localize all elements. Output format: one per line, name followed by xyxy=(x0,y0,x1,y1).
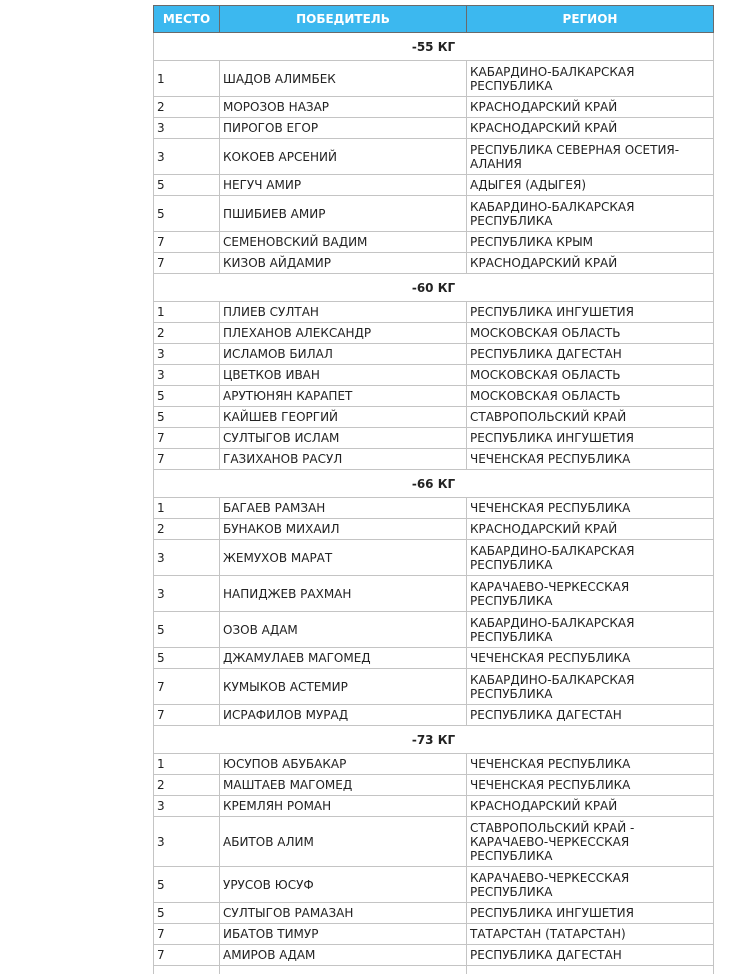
region-cell: КАБАРДИНО-БАЛКАРСКАЯ РЕСПУБЛИКА xyxy=(467,61,714,97)
table-row xyxy=(154,924,714,945)
table-row xyxy=(154,386,714,407)
weight-category-title: -66 КГ xyxy=(154,470,714,498)
region-cell: МОСКОВСКАЯ ОБЛАСТЬ xyxy=(467,365,714,386)
header-region: РЕГИОН xyxy=(467,6,714,33)
table-row xyxy=(154,61,714,97)
winner-cell: АМИРОВ АДАМ xyxy=(220,945,467,966)
place-cell: 1 xyxy=(154,61,220,97)
region-cell: ЧЕЧЕНСКАЯ РЕСПУБЛИКА xyxy=(467,775,714,796)
winner-cell: ОЗОВ АДАМ xyxy=(220,612,467,648)
place-cell: 2 xyxy=(154,97,220,118)
region-cell: КРАСНОДАРСКИЙ КРАЙ xyxy=(467,97,714,118)
region-cell: РЕСПУБЛИКА ДАГЕСТАН xyxy=(467,344,714,365)
region-cell: КРАСНОДАРСКИЙ КРАЙ xyxy=(467,118,714,139)
region-cell: ЧЕЧЕНСКАЯ РЕСПУБЛИКА xyxy=(467,449,714,470)
place-cell: 5 xyxy=(154,867,220,903)
winner-cell: СЕМЕНОВСКИЙ ВАДИМ xyxy=(220,232,467,253)
place-cell: 5 xyxy=(154,175,220,196)
winner-cell: КУМЫКОВ АСТЕМИР xyxy=(220,669,467,705)
table-row xyxy=(154,344,714,365)
winner-cell: СУЛТЫГОВ ИСЛАМ xyxy=(220,428,467,449)
table-row xyxy=(154,669,714,705)
winner-cell: ПШИБИЕВ АМИР xyxy=(220,196,467,232)
place-cell: 7 xyxy=(154,428,220,449)
region-cell: ЧЕЧЕНСКАЯ РЕСПУБЛИКА xyxy=(467,754,714,775)
region-cell: СТАВРОПОЛЬСКИЙ КРАЙ xyxy=(467,407,714,428)
table-row xyxy=(154,867,714,903)
region-cell: КРАСНОДАРСКИЙ КРАЙ xyxy=(467,796,714,817)
place-cell: 1 xyxy=(154,498,220,519)
winner-cell: ИБАТОВ ТИМУР xyxy=(220,924,467,945)
table-body xyxy=(154,33,714,975)
region-cell: РЕСПУБЛИКА ИНГУШЕТИЯ xyxy=(467,302,714,323)
winner-cell: УРУСОВ ЮСУФ xyxy=(220,867,467,903)
table-row-partial xyxy=(154,966,714,975)
table-row xyxy=(154,449,714,470)
place-cell: 5 xyxy=(154,407,220,428)
winner-cell: КРЕМЛЯН РОМАН xyxy=(220,796,467,817)
weight-category-title: -73 КГ xyxy=(154,726,714,754)
winner-cell: МОРОЗОВ НАЗАР xyxy=(220,97,467,118)
place-cell: 1 xyxy=(154,302,220,323)
winner-cell: АРУТЮНЯН КАРАПЕТ xyxy=(220,386,467,407)
region-cell: КАРАЧАЕВО-ЧЕРКЕССКАЯ РЕСПУБЛИКА xyxy=(467,576,714,612)
table-row xyxy=(154,232,714,253)
place-cell: 7 xyxy=(154,705,220,726)
place-cell: 3 xyxy=(154,540,220,576)
place-cell: 2 xyxy=(154,519,220,540)
place-cell: 7 xyxy=(154,253,220,274)
region-cell: КАБАРДИНО-БАЛКАРСКАЯ РЕСПУБЛИКА xyxy=(467,196,714,232)
winner-cell: ГАЗИХАНОВ РАСУЛ xyxy=(220,449,467,470)
winner-cell: ЮСУПОВ АБУБАКАР xyxy=(220,754,467,775)
table-row xyxy=(154,498,714,519)
header-winner: ПОБЕДИТЕЛЬ xyxy=(220,6,467,33)
weight-category-title: -55 КГ xyxy=(154,33,714,61)
table-row xyxy=(154,196,714,232)
header-place: МЕСТО xyxy=(154,6,220,33)
weight-category-row xyxy=(154,726,714,754)
results-table xyxy=(153,5,714,974)
place-cell: 3 xyxy=(154,139,220,175)
region-cell: КРАСНОДАРСКИЙ КРАЙ xyxy=(467,253,714,274)
weight-category-row xyxy=(154,33,714,61)
table-row xyxy=(154,253,714,274)
winner-cell: НАПИДЖЕВ РАХМАН xyxy=(220,576,467,612)
winner-cell: ЦВЕТКОВ ИВАН xyxy=(220,365,467,386)
place-cell: 5 xyxy=(154,903,220,924)
region-cell: ТАТАРСТАН (ТАТАРСТАН) xyxy=(467,924,714,945)
region-cell: КРАСНОДАРСКИЙ КРАЙ xyxy=(467,519,714,540)
table-row xyxy=(154,175,714,196)
place-cell: 7 xyxy=(154,669,220,705)
table-row xyxy=(154,705,714,726)
place-cell: 5 xyxy=(154,648,220,669)
table-row xyxy=(154,118,714,139)
region-cell: РЕСПУБЛИКА ИНГУШЕТИЯ xyxy=(467,903,714,924)
table-row xyxy=(154,903,714,924)
region-cell: МОСКОВСКАЯ ОБЛАСТЬ xyxy=(467,323,714,344)
place-cell: 1 xyxy=(154,754,220,775)
winner-cell: МАШТАЕВ МАГОМЕД xyxy=(220,775,467,796)
place-cell: 5 xyxy=(154,386,220,407)
region-cell: РЕСПУБЛИКА ДАГЕСТАН xyxy=(467,945,714,966)
table-row xyxy=(154,612,714,648)
table-row xyxy=(154,365,714,386)
empty-cell xyxy=(154,966,220,975)
winner-cell: БУНАКОВ МИХАИЛ xyxy=(220,519,467,540)
region-cell: КАБАРДИНО-БАЛКАРСКАЯ РЕСПУБЛИКА xyxy=(467,540,714,576)
table-row xyxy=(154,428,714,449)
place-cell: 5 xyxy=(154,612,220,648)
place-cell: 7 xyxy=(154,945,220,966)
region-cell: РЕСПУБЛИКА СЕВЕРНАЯ ОСЕТИЯ-АЛАНИЯ xyxy=(467,139,714,175)
table-row xyxy=(154,945,714,966)
winner-cell: НЕГУЧ АМИР xyxy=(220,175,467,196)
table-row xyxy=(154,796,714,817)
place-cell: 5 xyxy=(154,196,220,232)
weight-category-row xyxy=(154,274,714,302)
winner-cell: ЖЕМУХОВ МАРАТ xyxy=(220,540,467,576)
region-cell: КАБАРДИНО-БАЛКАРСКАЯ РЕСПУБЛИКА xyxy=(467,612,714,648)
place-cell: 3 xyxy=(154,817,220,867)
region-cell: РЕСПУБЛИКА ДАГЕСТАН xyxy=(467,705,714,726)
winner-cell: СУЛТЫГОВ РАМАЗАН xyxy=(220,903,467,924)
table-row xyxy=(154,648,714,669)
region-cell: АДЫГЕЯ (АДЫГЕЯ) xyxy=(467,175,714,196)
table-row xyxy=(154,302,714,323)
winner-cell: ПЛЕХАНОВ АЛЕКСАНДР xyxy=(220,323,467,344)
table-row xyxy=(154,754,714,775)
place-cell: 3 xyxy=(154,796,220,817)
winner-cell: ПЛИЕВ СУЛТАН xyxy=(220,302,467,323)
table-row xyxy=(154,817,714,867)
region-cell: СТАВРОПОЛЬСКИЙ КРАЙ - КАРАЧАЕВО-ЧЕРКЕССКАЯ РЕСПУБЛИКА xyxy=(467,817,714,867)
place-cell: 2 xyxy=(154,775,220,796)
table-header xyxy=(154,6,714,33)
place-cell: 3 xyxy=(154,118,220,139)
table-row xyxy=(154,775,714,796)
table-row xyxy=(154,540,714,576)
place-cell: 3 xyxy=(154,365,220,386)
table-row xyxy=(154,519,714,540)
place-cell: 2 xyxy=(154,323,220,344)
winner-cell: ШАДОВ АЛИМБЕК xyxy=(220,61,467,97)
region-cell: ЧЕЧЕНСКАЯ РЕСПУБЛИКА xyxy=(467,648,714,669)
weight-category-row xyxy=(154,470,714,498)
weight-category-title: -60 КГ xyxy=(154,274,714,302)
region-cell: РЕСПУБЛИКА ИНГУШЕТИЯ xyxy=(467,428,714,449)
winner-cell: КАЙШЕВ ГЕОРГИЙ xyxy=(220,407,467,428)
table-row xyxy=(154,97,714,118)
winner-cell: КОКОЕВ АРСЕНИЙ xyxy=(220,139,467,175)
place-cell: 3 xyxy=(154,576,220,612)
region-cell: МОСКОВСКАЯ ОБЛАСТЬ xyxy=(467,386,714,407)
winner-cell: КИЗОВ АЙДАМИР xyxy=(220,253,467,274)
table-row xyxy=(154,139,714,175)
region-cell: РЕСПУБЛИКА КРЫМ xyxy=(467,232,714,253)
winner-cell: ДЖАМУЛАЕВ МАГОМЕД xyxy=(220,648,467,669)
place-cell: 7 xyxy=(154,449,220,470)
winner-cell: ИСРАФИЛОВ МУРАД xyxy=(220,705,467,726)
winner-cell: БАГАЕВ РАМЗАН xyxy=(220,498,467,519)
empty-cell xyxy=(467,966,714,975)
place-cell: 7 xyxy=(154,232,220,253)
place-cell: 3 xyxy=(154,344,220,365)
empty-cell xyxy=(220,966,467,975)
table-row xyxy=(154,576,714,612)
region-cell: ЧЕЧЕНСКАЯ РЕСПУБЛИКА xyxy=(467,498,714,519)
region-cell: КАРАЧАЕВО-ЧЕРКЕССКАЯ РЕСПУБЛИКА xyxy=(467,867,714,903)
winner-cell: ИСЛАМОВ БИЛАЛ xyxy=(220,344,467,365)
winner-cell: ПИРОГОВ ЕГОР xyxy=(220,118,467,139)
region-cell: КАБАРДИНО-БАЛКАРСКАЯ РЕСПУБЛИКА xyxy=(467,669,714,705)
table-row xyxy=(154,323,714,344)
winner-cell: АБИТОВ АЛИМ xyxy=(220,817,467,867)
place-cell: 7 xyxy=(154,924,220,945)
table-row xyxy=(154,407,714,428)
